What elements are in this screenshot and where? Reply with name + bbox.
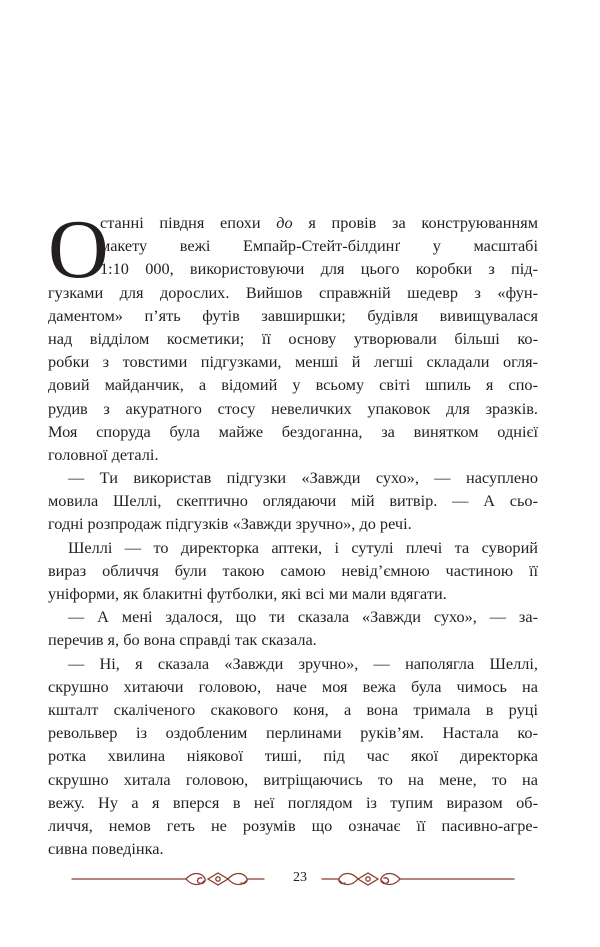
text-line-19: перечив я, бо вона справді так сказала.	[48, 630, 317, 650]
text-line-3: 1:10 000, використовуючи для цього коробки з під-	[100, 259, 538, 279]
text-line-8: довий майданчик, а відомий у всьому світі шпиль я спо-	[48, 375, 538, 395]
text-line-10: Моя спорудa була майже бездоганна, за винятком однієї	[48, 421, 538, 441]
text-line-16: вираз обличчя були такою самою невід’ємною частиною її	[48, 560, 538, 580]
left-ornament-icon	[68, 866, 268, 892]
text-line-28: сивна поведінка.	[48, 839, 164, 859]
text-line-11: головної деталі.	[48, 444, 159, 464]
text-line-17: уніформи, як блакитні футболки, які всі ми мали вдягати.	[48, 584, 447, 603]
line-1-part-1: станні півдня епохи	[100, 213, 277, 232]
text-line-20: — Ні, я сказала «Завжди зручно», — наполягла Шеллі,	[68, 653, 538, 673]
text-line-2: макету вежі Емпайр-Стейт-білдинґ у масштабі	[100, 236, 538, 256]
text-line-1	[48, 211, 538, 234]
text-line-25: скрушно хитала головою, витріщаючись то на мене, то на	[48, 769, 538, 789]
text-line-27: личчя, немов геть не розумів що означає її пасивно-агре-	[48, 815, 538, 835]
text-line-21: скрушно хитаючи головою, наче моя вежа була чимось на	[48, 676, 538, 696]
text-line-5: даментом» п’ять футів завширшки; будівля вивищувалася	[48, 305, 538, 325]
text-line-14: годні розпродаж підгузків «Завжди зручно», до речі.	[48, 514, 412, 534]
text-line-7: робки з товстими підгузками, менші й легші складали огля-	[48, 352, 538, 372]
text-line-13: мовила Шеллі, скептично оглядаючи мій витвір. — А сьо-	[48, 491, 538, 511]
text-line-22: кшталт скаліченого скакового коня, а вона тримала в руці	[48, 699, 538, 719]
text-line-18: — А мені здалося, що ти сказала «Завжди сухо», — за-	[68, 607, 538, 627]
page-footer	[0, 866, 600, 892]
text-line-23: револьвер із оздобленим перлинами руків’ям. Настала ко-	[48, 723, 538, 743]
right-ornament-icon	[318, 866, 518, 892]
text-line-24: ротка хвилина ніякової тиші, під час якої директорка	[48, 746, 538, 766]
text-line-15: Шеллі — то директорка аптеки, і сутулі плечі та суворий	[68, 537, 538, 557]
text-line-12: — Ти використав підгузки «Завжди сухо», — насуплено	[68, 468, 538, 488]
text-line-6: над відділом косметики; її основу утворювали більші ко-	[48, 328, 538, 348]
text-line-26: вежу. Ну а я вперся в неї поглядом із тупим виразом об-	[48, 792, 538, 812]
drop-cap: О	[48, 203, 109, 296]
body-text	[48, 203, 538, 860]
text-line-9: рудив з акуратного стосу невеличких упаковок для зразків.	[48, 398, 538, 418]
page-number: 23	[293, 870, 307, 885]
line-1-italic-word: до	[276, 213, 293, 232]
line-1-part-3: я провів за конструюванням	[292, 213, 538, 232]
text-line-4: гузками для дорослих. Вийшов справжній шедевр з «фун-	[48, 282, 538, 302]
